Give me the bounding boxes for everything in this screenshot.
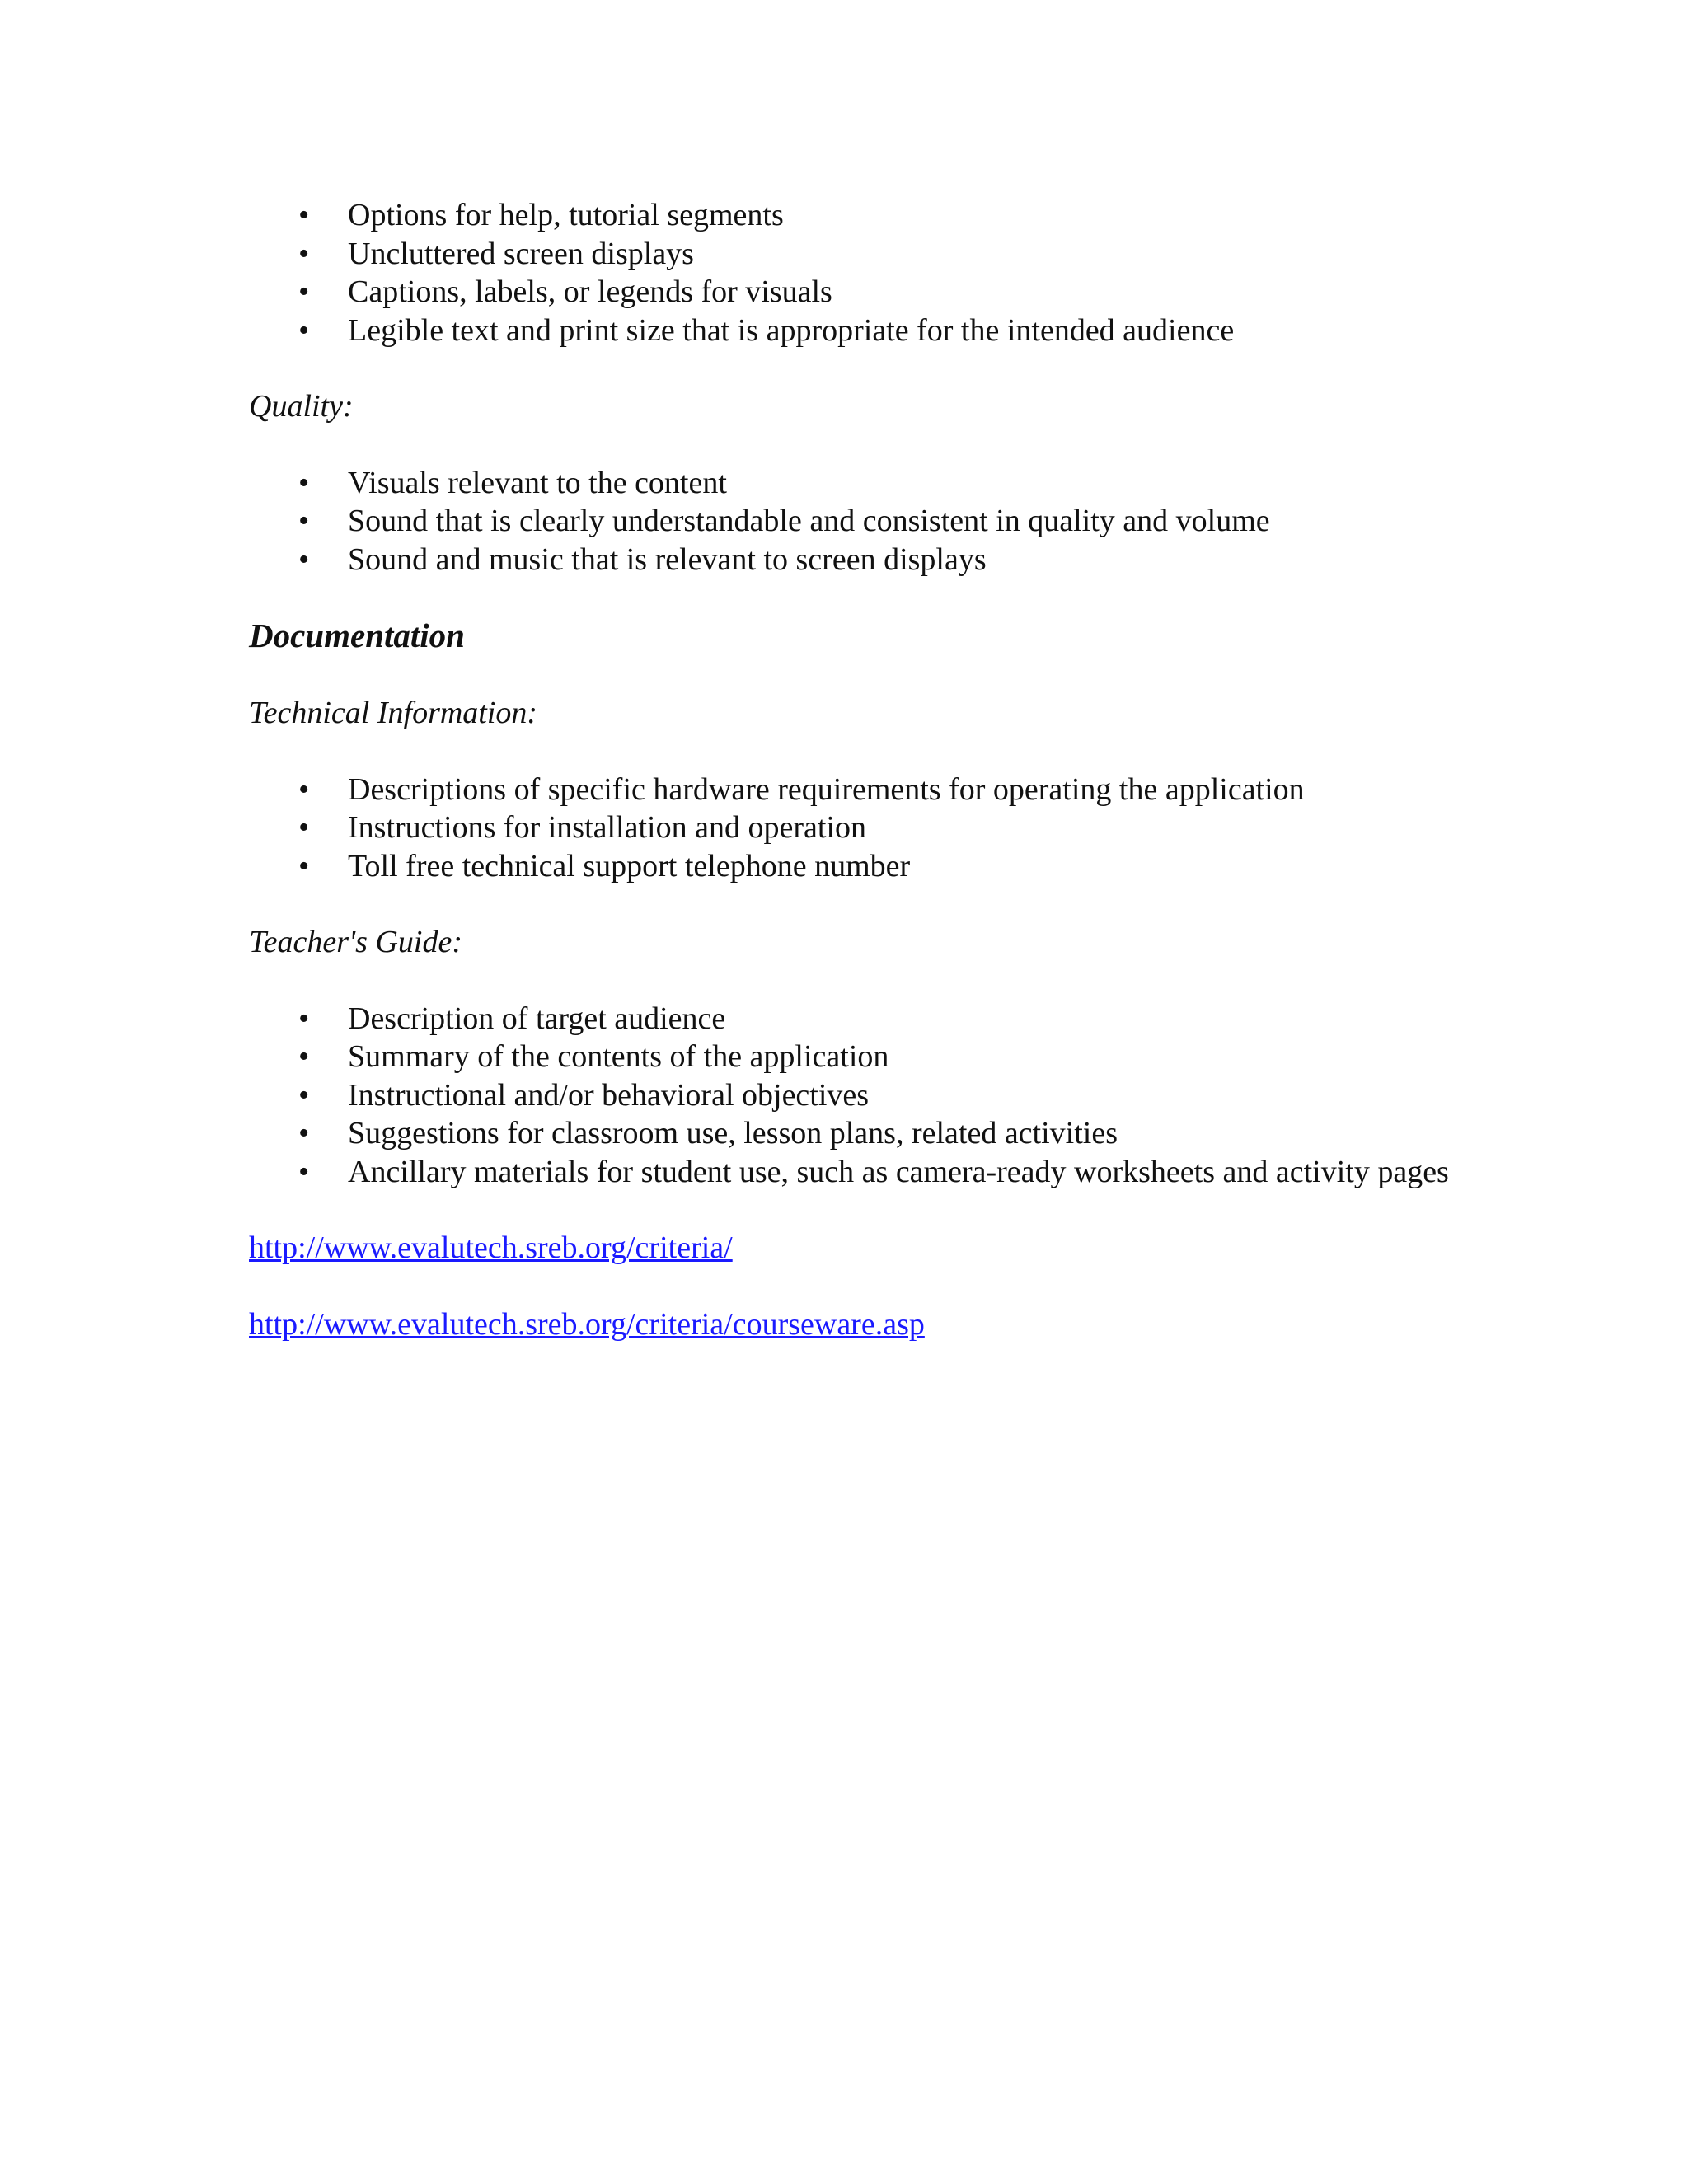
bullet-icon: • bbox=[298, 848, 310, 883]
list-item-text: Sound that is clearly understandable and consistent in quality and volume bbox=[348, 504, 1270, 538]
spacer bbox=[249, 1191, 1469, 1229]
list-item-text: Summary of the contents of the application bbox=[348, 1039, 889, 1074]
link-row bbox=[249, 1229, 1469, 1268]
quality-bullet-list bbox=[249, 464, 1469, 579]
list-item-text: Descriptions of specific hardware requirements for operating the application bbox=[348, 771, 1305, 807]
list-item-text: Uncluttered screen displays bbox=[348, 236, 694, 271]
list-item-text: Suggestions for classroom use, lesson plans, related activities bbox=[348, 1116, 1118, 1151]
list-item-text: Legible text and print size that is appropriate for the intended audience bbox=[348, 312, 1235, 348]
spacer bbox=[249, 962, 1469, 1000]
spacer bbox=[249, 733, 1469, 771]
bullet-icon: • bbox=[298, 198, 310, 232]
page-content bbox=[249, 196, 1469, 1343]
list-item-text: Options for help, tutorial segments bbox=[348, 198, 784, 232]
bullet-icon: • bbox=[298, 810, 310, 845]
list-item bbox=[249, 1038, 1469, 1076]
spacer bbox=[249, 656, 1469, 694]
list-item bbox=[249, 1114, 1469, 1153]
list-item-text: Instructions for installation and operation bbox=[348, 810, 866, 845]
bullet-icon: • bbox=[298, 1154, 310, 1189]
list-item-text: Instructional and/or behavioral objectives bbox=[348, 1077, 870, 1113]
list-item-text: Description of target audience bbox=[348, 1001, 726, 1036]
spacer bbox=[249, 1268, 1469, 1305]
section-heading-documentation: Documentation bbox=[249, 616, 465, 654]
bullet-icon: • bbox=[298, 771, 310, 807]
quality-label: Quality: bbox=[249, 389, 354, 424]
bullet-icon: • bbox=[298, 236, 310, 271]
list-item bbox=[249, 847, 1469, 886]
bullet-icon: • bbox=[298, 312, 310, 348]
bullet-icon: • bbox=[298, 274, 310, 309]
spacer bbox=[249, 426, 1469, 464]
list-item-text: Captions, labels, or legends for visuals bbox=[348, 274, 832, 309]
spacer bbox=[249, 885, 1469, 923]
list-item bbox=[249, 808, 1469, 847]
list-item bbox=[249, 235, 1469, 274]
bullet-icon: • bbox=[298, 465, 310, 500]
spacer bbox=[249, 579, 1469, 615]
list-item-text: Sound and music that is relevant to screen displays bbox=[348, 541, 987, 577]
bullet-icon: • bbox=[298, 1077, 310, 1113]
list-item-text: Ancillary materials for student use, such as camera-ready worksheets and activity pages bbox=[348, 1154, 1449, 1189]
list-item bbox=[249, 541, 1469, 579]
teachers-guide-bullet-list bbox=[249, 1000, 1469, 1192]
criteria-link[interactable]: http://www.evalutech.sreb.org/criteria/ bbox=[249, 1230, 733, 1265]
bullet-icon: • bbox=[298, 1116, 310, 1151]
list-item bbox=[249, 1153, 1469, 1192]
link-row bbox=[249, 1305, 1469, 1344]
bullet-icon: • bbox=[298, 1001, 310, 1036]
list-item bbox=[249, 312, 1469, 350]
list-item-text: Toll free technical support telephone number bbox=[348, 848, 911, 883]
list-item bbox=[249, 464, 1469, 503]
list-item bbox=[249, 196, 1469, 235]
list-item-text: Visuals relevant to the content bbox=[348, 465, 727, 500]
intro-bullet-list bbox=[249, 196, 1469, 349]
courseware-criteria-link[interactable]: http://www.evalutech.sreb.org/criteria/courseware.asp bbox=[249, 1306, 925, 1342]
list-item bbox=[249, 1076, 1469, 1115]
list-item bbox=[249, 1000, 1469, 1038]
bullet-icon: • bbox=[298, 504, 310, 538]
list-item bbox=[249, 273, 1469, 312]
technical-bullet-list bbox=[249, 771, 1469, 886]
spacer bbox=[249, 349, 1469, 387]
list-item bbox=[249, 502, 1469, 541]
bullet-icon: • bbox=[298, 1039, 310, 1074]
list-item bbox=[249, 771, 1469, 809]
bullet-icon: • bbox=[298, 541, 310, 577]
teachers-guide-label: Teacher's Guide: bbox=[249, 925, 462, 959]
technical-information-label: Technical Information: bbox=[249, 696, 538, 730]
